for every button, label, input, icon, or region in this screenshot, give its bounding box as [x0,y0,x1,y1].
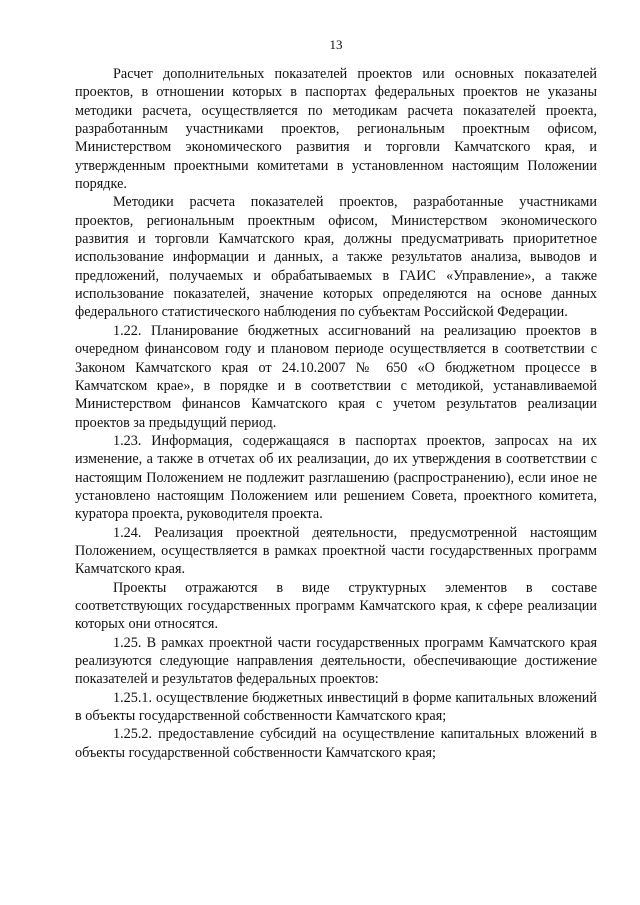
paragraph-1-22-budget-planning: 1.22. Планирование бюджетных ассигнований на реализацию проектов в очередном финансовом году и плановом периоде осуществляется в соответствии с Законом Камчатского края от 24.10.2007 № 650 «О бюджетном процессе в Камчатском крае», в порядке и в соответствии с методикой, устанавливаемой Министерством финансов Камчатского края с учетом результатов реализации проектов за предыдущий период. [75,322,597,431]
paragraph-methodology-requirements: Методики расчета показателей проектов, разработанные участниками проектов, региональным проектным офисом, Министерством экономического развития и торговли Камчатского края, должны предусматривать приоритетное использование информации и данных, а также результатов анализа, выводов и предложений, получаемых и обрабатываемых в ГАИС «Управление», а также использование показателей, значение которых определяются на основе данных федерального статистического наблюдения по субъектам Российской Федерации. [75,194,597,321]
paragraph-1-24-project-activity: 1.24. Реализация проектной деятельности, предусмотренной настоящим Положением, осуществляется в рамках проектной части государственных программ Камчатского края. [75,524,597,578]
paragraph-projects-structural-elements: Проекты отражаются в виде структурных элементов в составе соответствующих государственных программ Камчатского края, к сфере реализации которых они относятся. [75,579,597,633]
page-number: 13 [329,37,343,52]
paragraph-1-25-1-budget-investments: 1.25.1. осуществление бюджетных инвестиций в форме капитальных вложений в объекты государственной собственности Камчатского края; [75,689,597,725]
paragraph-1-23-information-disclosure: 1.23. Информация, содержащаяся в паспортах проектов, запросах на их изменение, а также в отчетах об их реализации, до их утверждения в соответствии с настоящим Положением не подлежит разглашению (распространению), если иное не установлено настоящим Положением или решением Совета, проектного комитета, куратора проекта, руководителя проекта. [75,432,597,523]
document-page [75,0,597,905]
paragraph-methodology-additional-indicators: Расчет дополнительных показателей проектов или основных показателей проектов, в отношении которых в паспортах федеральных проектов не указаны методики расчета, осуществляется по методикам расчета показателей проекта, разработанным участниками проектов, региональным проектным офисом, Министерством экономического развития и торговли Камчатского края, и утвержденным проектными комитетами в установленном настоящим Положении порядке. [75,66,597,193]
paragraph-1-25-2-subsidies: 1.25.2. предоставление субсидий на осуществление капитальных вложений в объекты государственной собственности Камчатского края; [75,726,597,761]
document-body [75,65,597,762]
paragraph-1-25-activity-directions: 1.25. В рамках проектной части государственных программ Камчатского края реализуются следующие направления деятельности, обеспечивающие достижение показателей и результатов федеральных проектов: [75,634,597,688]
